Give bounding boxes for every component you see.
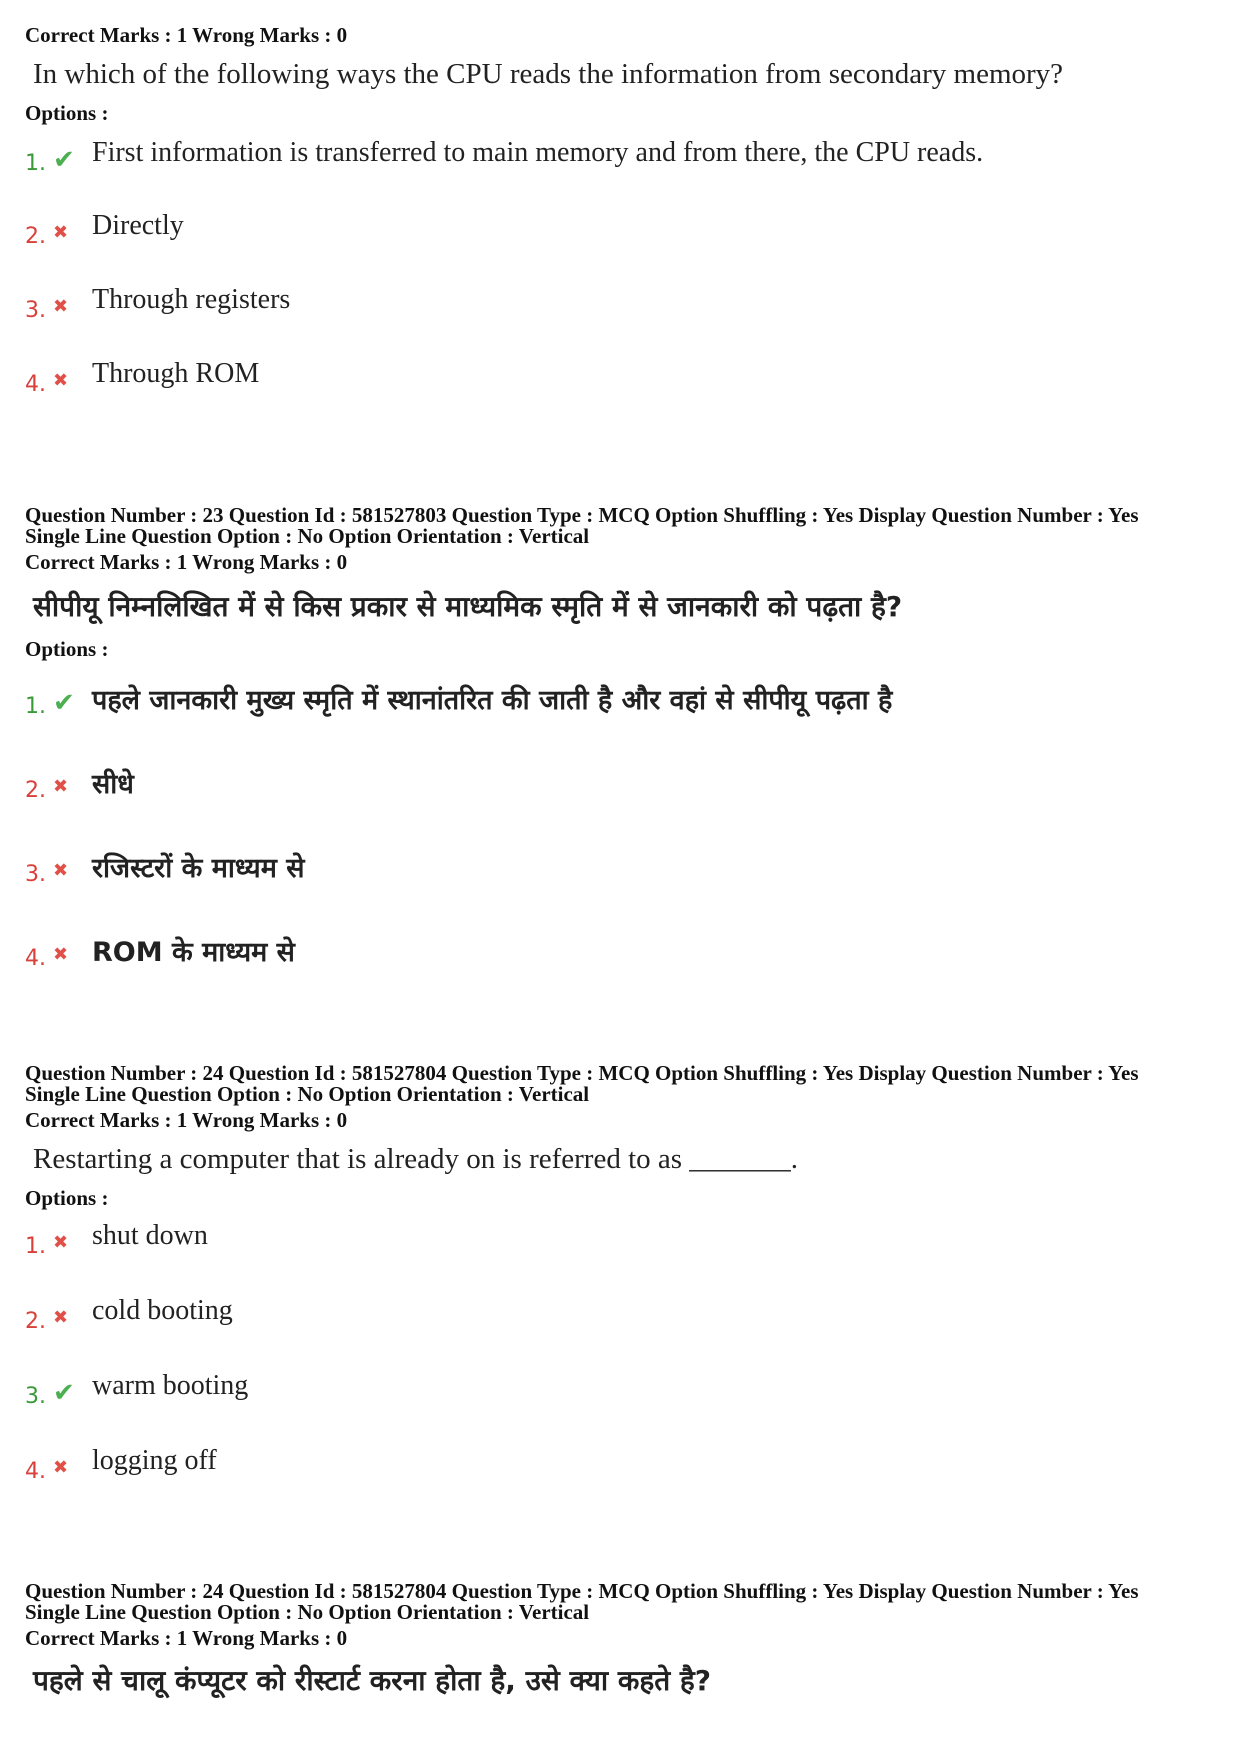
- question-block-24: [25, 1063, 1215, 1211]
- option-2: [25, 764, 1205, 804]
- option-text: पहले जानकारी मुख्य स्मृति में स्थानांतरित की जाती है और वहां से सीपीयू पढ़ता है: [92, 685, 893, 716]
- question-settings: Single Line Question Option : No Option Orientation : Vertical: [25, 524, 590, 548]
- option-1: [25, 1220, 1205, 1260]
- option-3: [25, 1370, 1205, 1410]
- check-icon: ✔: [53, 145, 75, 175]
- question-block-23: [25, 505, 1215, 662]
- option-text: First information is transferred to main memory and from there, the CPU reads.: [92, 137, 984, 168]
- question-header: Question Number : 24 Question Id : 581527804 Question Type : MCQ Option Shuffling : Yes Display Question Number : Yes: [25, 1061, 1139, 1085]
- option-text: Through registers: [92, 284, 291, 315]
- option-number: 2.: [25, 224, 46, 249]
- cross-icon: ✖: [53, 860, 69, 881]
- option-text: Through ROM: [92, 358, 260, 389]
- option-number: 4.: [25, 372, 46, 397]
- marks-line: Correct Marks : 1 Wrong Marks : 0: [25, 23, 348, 47]
- option-text: सीधे: [92, 769, 134, 800]
- question-text: In which of the following ways the CPU reads the information from secondary memory?: [33, 58, 1064, 90]
- check-icon: ✔: [53, 1378, 75, 1408]
- question-header: Question Number : 23 Question Id : 581527803 Question Type : MCQ Option Shuffling : Yes Display Question Number : Yes: [25, 503, 1139, 527]
- option-number: 1.: [25, 694, 46, 719]
- option-2: [25, 210, 1205, 250]
- option-number: 3.: [25, 862, 46, 887]
- option-4: [25, 358, 1205, 398]
- options-label: Options :: [25, 1186, 109, 1210]
- question-block-22: [25, 25, 1215, 126]
- check-icon: ✔: [53, 688, 75, 718]
- option-text: cold booting: [92, 1295, 233, 1326]
- option-number: 2.: [25, 1309, 46, 1334]
- marks-line: Correct Marks : 1 Wrong Marks : 0: [25, 1108, 348, 1132]
- marks-line: Correct Marks : 1 Wrong Marks : 0: [25, 1626, 348, 1650]
- cross-icon: ✖: [53, 1307, 69, 1328]
- cross-icon: ✖: [53, 370, 69, 391]
- question-settings: Single Line Question Option : No Option Orientation : Vertical: [25, 1082, 590, 1106]
- option-text: रजिस्टरों के माध्यम से: [92, 853, 305, 884]
- cross-icon: ✖: [53, 1232, 69, 1253]
- option-text: warm booting: [92, 1370, 249, 1401]
- option-text: logging off: [92, 1445, 217, 1476]
- cross-icon: ✖: [53, 944, 69, 965]
- option-number: 4.: [25, 946, 46, 971]
- option-4: [25, 932, 1205, 972]
- question-text: सीपीयू निम्नलिखित में से किस प्रकार से माध्यमिक स्मृति में से जानकारी को पढ़ता है?: [33, 590, 903, 623]
- options-label: Options :: [25, 637, 109, 661]
- cross-icon: ✖: [53, 222, 69, 243]
- option-1: [25, 680, 1205, 720]
- option-number: 4.: [25, 1459, 46, 1484]
- question-text: पहले से चालू कंप्यूटर को रीस्टार्ट करना होता है, उसे क्या कहते है?: [33, 1664, 712, 1697]
- option-3: [25, 848, 1205, 888]
- option-number: 1.: [25, 151, 46, 176]
- option-number: 3.: [25, 298, 46, 323]
- question-block-24-hindi: [25, 1581, 1215, 1699]
- cross-icon: ✖: [53, 1457, 69, 1478]
- option-number: 1.: [25, 1234, 46, 1259]
- option-2: [25, 1295, 1205, 1335]
- option-number: 2.: [25, 778, 46, 803]
- question-settings: Single Line Question Option : No Option Orientation : Vertical: [25, 1600, 590, 1624]
- option-4: [25, 1445, 1205, 1485]
- question-text: Restarting a computer that is already on is referred to as _______.: [33, 1143, 799, 1175]
- options-label: Options :: [25, 101, 109, 125]
- cross-icon: ✖: [53, 296, 69, 317]
- option-3: [25, 284, 1205, 324]
- option-1: [25, 137, 1205, 177]
- cross-icon: ✖: [53, 776, 69, 797]
- question-header: Question Number : 24 Question Id : 581527804 Question Type : MCQ Option Shuffling : Yes Display Question Number : Yes: [25, 1579, 1139, 1603]
- marks-line: Correct Marks : 1 Wrong Marks : 0: [25, 550, 348, 574]
- option-text: Directly: [92, 210, 184, 241]
- option-text: ROM के माध्यम से: [92, 937, 295, 968]
- option-text: shut down: [92, 1220, 208, 1251]
- option-number: 3.: [25, 1384, 46, 1409]
